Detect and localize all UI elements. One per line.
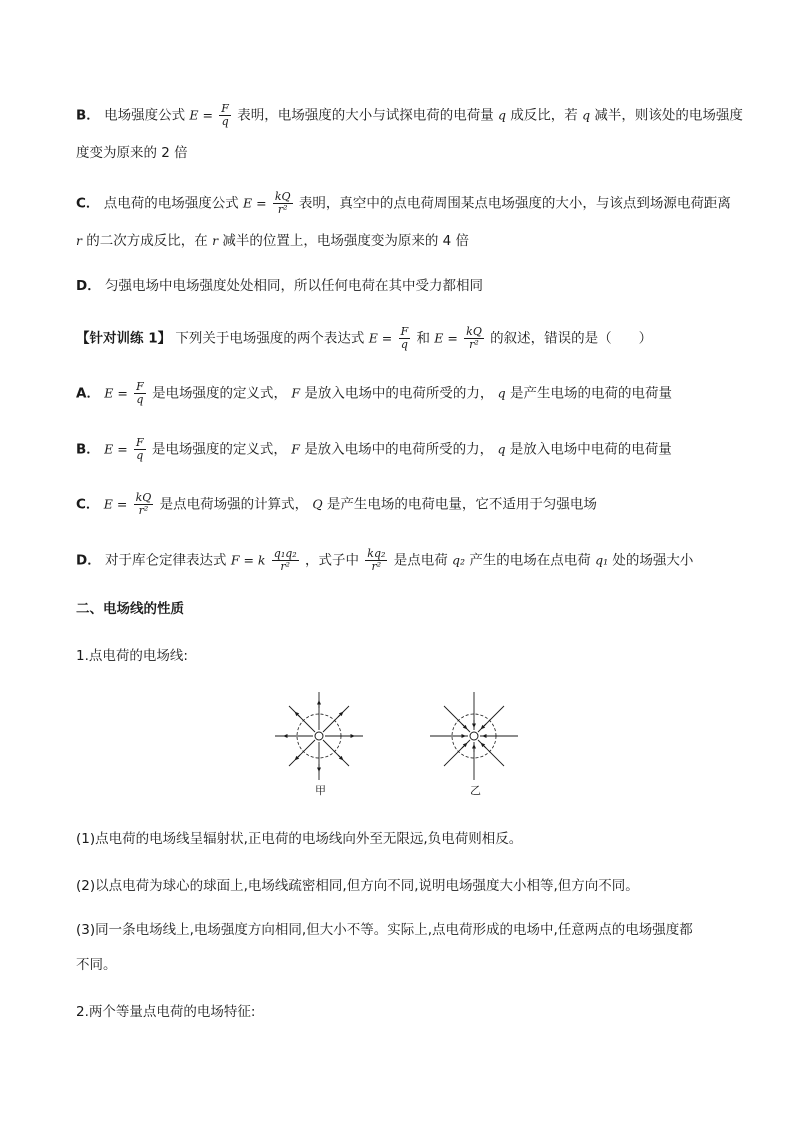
training-option-b: [76, 437, 672, 462]
option-b-line2: 度变为原来的 2 倍: [76, 145, 188, 161]
paragraph-item-3-line1: (3)同一条电场线上,电场强度方向相同,但大小不等。实际上,点电荷形成的电场中,任意两点的电场强度都: [76, 922, 693, 938]
training-title: 【针对训练 1】: [76, 330, 172, 347]
formula-fraction: [273, 191, 293, 216]
option-text: 产生的电场在点电荷: [469, 552, 591, 569]
option-text: 电场强度公式: [104, 107, 186, 124]
paragraph-item-2: (2)以点电荷为球心的球面上,电场线疏密相同,但方向不同,说明电场强度大小相等,但方向不同。: [76, 878, 639, 894]
option-text: 是放入电场中电荷的电荷量: [509, 441, 672, 458]
section-heading: 二、电场线的性质: [76, 601, 184, 617]
option-text: 减半，则该处的电场强度: [594, 107, 743, 124]
numerator: q₁q₂: [273, 547, 297, 560]
positive-charge-field: [275, 692, 363, 780]
denominator: q: [400, 338, 408, 351]
subsection-title: 1.点电荷的电场线:: [76, 648, 188, 664]
symbol-q2: q₂: [452, 552, 466, 568]
option-label: B．: [76, 441, 100, 458]
option-text: 的二次方成反比，在: [86, 233, 208, 249]
numerator: kq₂: [367, 547, 386, 560]
option-c-line1: [76, 191, 731, 216]
option-text: 是电场强度的定义式，: [152, 385, 288, 402]
formula-fraction: [134, 381, 146, 406]
option-text: 处的场强大小: [612, 552, 694, 569]
option-text: 点电荷的电场强度公式: [103, 195, 239, 212]
formula-lhs: E =: [104, 441, 128, 457]
formula-fraction: [464, 326, 484, 351]
symbol-r: r: [212, 233, 219, 248]
option-text: 成反比，若: [510, 107, 578, 124]
training-option-a: [76, 381, 672, 406]
formula-lhs: E =: [434, 330, 458, 346]
option-label: A．: [76, 385, 100, 402]
paragraph-item-1: (1)点电荷的电场线呈辐射状,正电荷的电场线向外至无限远,负电荷则相反。: [76, 831, 523, 847]
question-text: 的叙述，错误的是（ ）: [490, 330, 653, 347]
symbol-q: q: [498, 107, 507, 123]
denominator: q: [136, 449, 144, 462]
option-text: 对于库仑定律表达式: [105, 552, 227, 569]
denominator: r²: [469, 338, 479, 351]
option-text: ，式子中: [304, 552, 359, 569]
negative-charge-field: [430, 692, 518, 780]
symbol-q: q: [497, 441, 506, 457]
symbol-r: r: [76, 233, 82, 248]
denominator: r²: [280, 560, 291, 573]
option-text: 是点电荷场强的计算式，: [159, 496, 309, 513]
option-label: C．: [76, 496, 100, 513]
training-question: [76, 326, 652, 351]
figure-label-right: 乙: [470, 784, 481, 797]
numerator: kQ: [274, 190, 291, 203]
option-text: 是放入电场中的电荷所受的力，: [304, 385, 494, 402]
option-text: 减半的位置上，电场强度变为原来的 4 倍: [222, 233, 470, 249]
formula-lhs: E =: [103, 496, 128, 512]
symbol-q: q: [582, 107, 591, 123]
subsection-title: 2.两个等量点电荷的电场特征:: [76, 1004, 256, 1020]
option-text: 是点电荷: [393, 552, 448, 569]
denominator: r²: [277, 203, 288, 216]
formula-lhs: E =: [189, 107, 213, 123]
numerator: F: [136, 380, 144, 393]
option-text: 表明，真空中的点电荷周围某点电场强度的大小，与该点到场源电荷距离: [298, 195, 731, 212]
formula-lhs: E =: [368, 330, 393, 346]
denominator: r²: [371, 560, 382, 573]
symbol-f: F: [291, 441, 300, 457]
option-text: 是放入电场中的电荷所受的力，: [304, 441, 494, 458]
formula-fraction: [399, 326, 411, 351]
formula-fraction: [365, 548, 387, 573]
paragraph-item-3-line2: 不同。: [76, 957, 117, 973]
option-b-line1: [76, 103, 743, 128]
symbol-f: F: [291, 385, 301, 401]
formula-fraction: [134, 492, 154, 517]
option-label: D．: [76, 552, 101, 569]
symbol-q-cap: Q: [312, 496, 323, 512]
option-text: 是产生电场的电荷的电荷量: [509, 385, 672, 402]
symbol-q1: q₁: [595, 552, 609, 568]
question-text: 下列关于电场强度的两个表达式: [175, 330, 365, 347]
option-text: 表明，电场强度的大小与试探电荷的电荷量: [237, 107, 494, 124]
numerator: F: [221, 102, 229, 115]
formula-lhs: F = k: [230, 552, 266, 568]
option-text: 是电场强度的定义式，: [151, 441, 287, 458]
formula-fraction: [134, 437, 146, 462]
option-text: 是产生电场的电荷电量，它不适用于匀强电场: [326, 496, 597, 513]
question-text: 和: [416, 330, 430, 347]
option-label: C．: [76, 195, 100, 212]
training-option-c: [76, 492, 597, 517]
numerator: F: [400, 325, 409, 338]
training-option-d: [76, 548, 693, 573]
formula-lhs: E =: [104, 385, 128, 401]
option-label: D．: [76, 278, 101, 294]
option-c-line2: [76, 231, 469, 251]
numerator: kQ: [135, 491, 152, 504]
denominator: r²: [138, 504, 149, 517]
formula-fraction: [219, 103, 231, 128]
denominator: q: [221, 115, 229, 128]
numerator: F: [135, 436, 144, 449]
figure-label-left: 甲: [315, 784, 326, 797]
option-text: 匀强电场中电场强度处处相同，所以任何电荷在其中受力都相同: [105, 278, 484, 294]
field-lines-figure: [270, 686, 530, 798]
denominator: q: [136, 393, 144, 406]
numerator: kQ: [466, 325, 482, 338]
formula-fraction: [272, 548, 299, 573]
formula-lhs: E =: [243, 195, 267, 211]
option-label: B．: [76, 107, 100, 124]
symbol-q: q: [497, 385, 506, 401]
option-d-line: [76, 276, 483, 296]
